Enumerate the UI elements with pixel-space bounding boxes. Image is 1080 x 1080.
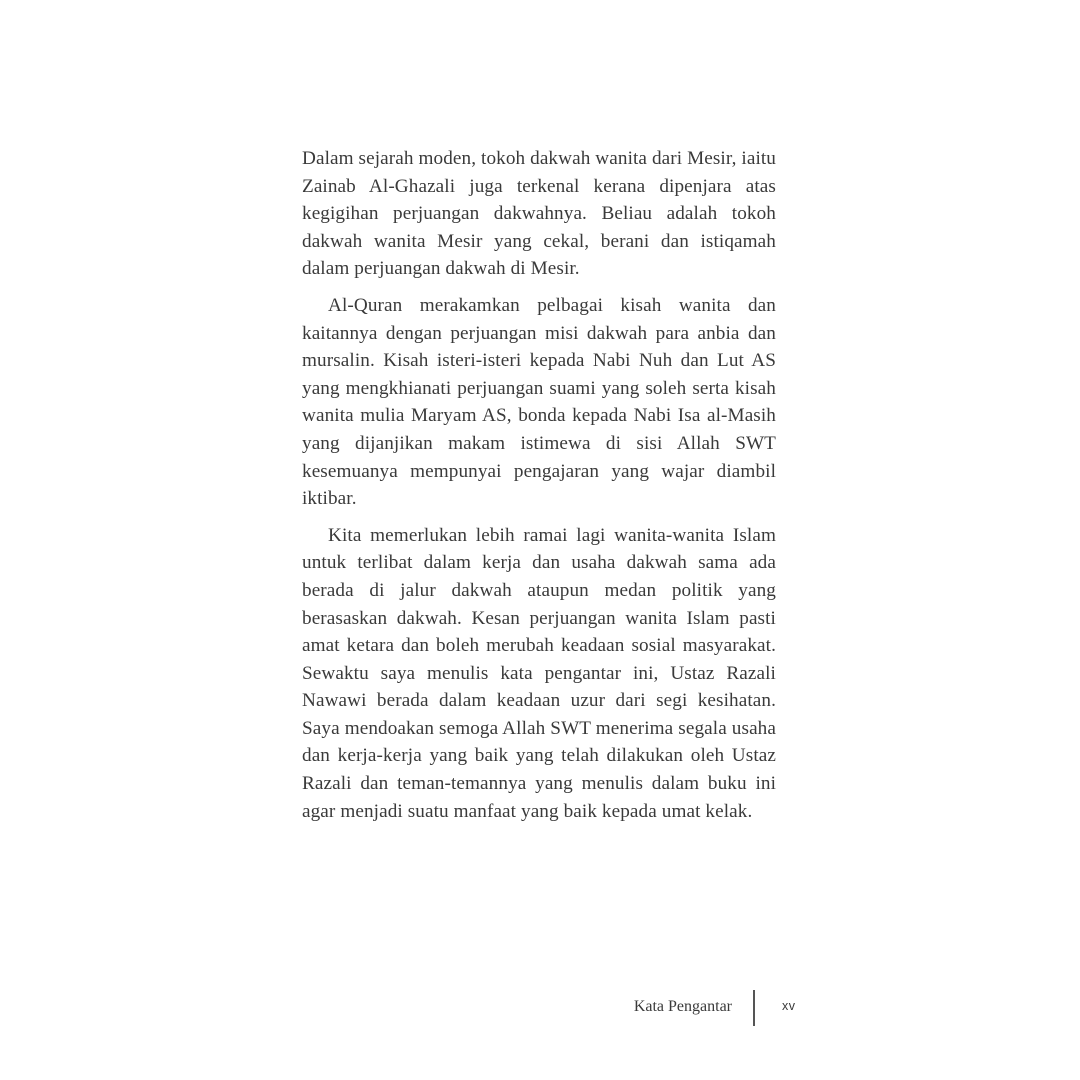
paragraph-1: Dalam sejarah moden, tokoh dakwah wanita dari Mesir, iaitu Zainab Al-Ghazali juga terkenal kerana dipenjara atas kegigihan perjuangan dakwahnya. Beliau adalah tokoh dakwah wanita Mesir yang cekal, berani dan istiqamah dalam perjuangan dakwah di Mesir.: [302, 148, 776, 280]
paragraph-2: Al-Quran merakamkan pelbagai kisah wanita dan kaitannya dengan perjuangan misi dakwah para anbia dan mursalin. Kisah isteri-isteri kepada Nabi Nuh dan Lut AS yang mengkhianati perjuangan suami yang soleh serta kisah wanita mulia Maryam AS, bonda kepada Nabi Isa al-Masih yang dijanjikan makam istimewa di sisi Allah SWT kesemuanya mempunyai pengajaran yang wajar diambil iktibar.: [302, 294, 776, 510]
body-text: [302, 145, 776, 834]
running-footer-title: Kata Pengantar: [633, 998, 732, 1015]
paragraph-3: Kita memerlukan lebih ramai lagi wanita-wanita Islam untuk terlibat dalam kerja dan usaha dakwah sama ada berada di jalur dakwah ataupun medan politik yang berasaskan dakwah. Kesan perjuangan wanita Islam pasti amat ketara dan boleh merubah keadaan sosial masyarakat. Sewaktu saya menulis kata pengantar ini, Ustaz Razali Nawawi berada dalam keadaan uzur dari segi kesihatan. Saya mendoakan semoga Allah SWT menerima segala usaha dan kerja-kerja yang baik yang telah dilakukan oleh Ustaz Razali dan teman-temannya yang menulis dalam buku ini agar menjadi suatu manfaat yang baik kepada umat kelak.: [302, 524, 776, 822]
footer-divider: [753, 990, 755, 1026]
page-number: xv: [782, 999, 796, 1013]
